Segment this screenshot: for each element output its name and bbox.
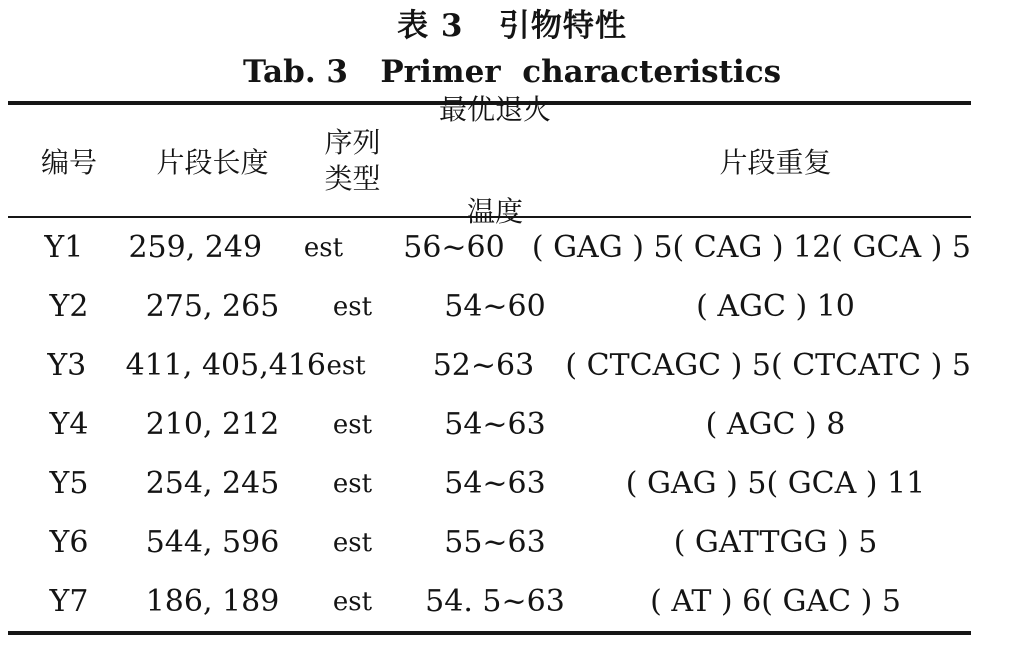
- table-row: [8, 336, 971, 395]
- cell-repeat: ( AT ) 6( GAC ) 5: [650, 584, 901, 619]
- header-length: 片段长度: [156, 145, 269, 179]
- cell-temp: 52~63: [432, 348, 535, 383]
- cell-id: Y1: [44, 230, 84, 265]
- header-id: 编号: [40, 145, 97, 179]
- cell-temp: 54~63: [444, 407, 546, 442]
- cell-repeat: ( GATTGG ) 5: [673, 525, 878, 560]
- header-seq-type-line2: 类型: [324, 161, 381, 195]
- header-temp-line2: 温度: [466, 194, 523, 228]
- cell-repeat: ( GAG ) 5( CAG ) 12( GCA ) 5: [531, 230, 971, 265]
- cell-seq-type: est: [303, 232, 344, 263]
- cell-id: Y7: [49, 584, 89, 619]
- cell-temp: 56~60: [403, 230, 505, 265]
- cell-repeat: ( AGC ) 10: [696, 289, 855, 324]
- cell-repeat: ( GAG ) 5( GCA ) 11: [625, 466, 926, 501]
- cell-length: 254, 245: [145, 466, 280, 501]
- cell-seq-type: est: [326, 350, 366, 381]
- header-seq-type-line1: 序列: [324, 125, 381, 159]
- cell-temp: 54~60: [444, 289, 546, 324]
- cell-id: Y6: [49, 525, 89, 560]
- primer-characteristics-table: [8, 92, 971, 635]
- header-temp-line1: 最优退火: [438, 92, 551, 126]
- cell-temp: 54. 5~63: [425, 584, 565, 619]
- header-seq-type: [295, 125, 410, 197]
- table-row: [8, 572, 971, 631]
- table-title-zh: 表 3 引物特性: [397, 8, 627, 44]
- cell-id: Y3: [47, 348, 87, 383]
- cell-seq-type: est: [332, 409, 373, 440]
- cell-length: 210, 212: [145, 407, 280, 442]
- cell-seq-type: est: [332, 291, 373, 322]
- table-row: [8, 513, 971, 572]
- cell-length: 186, 189: [145, 584, 280, 619]
- table-title-en: Tab. 3 Primer characteristics: [242, 54, 782, 90]
- cell-seq-type: est: [332, 586, 373, 617]
- table-row: [8, 395, 971, 454]
- cell-id: Y2: [49, 289, 89, 324]
- cell-temp: 54~63: [444, 466, 546, 501]
- cell-length: 411, 405,416: [125, 348, 326, 383]
- table-header-row: [8, 92, 971, 228]
- cell-seq-type: est: [332, 527, 373, 558]
- cell-id: Y4: [49, 407, 89, 442]
- cell-repeat: ( CTCAGC ) 5( CTCATC ) 5: [565, 348, 971, 383]
- table-row: [8, 454, 971, 513]
- cell-length: 544, 596: [145, 525, 280, 560]
- cell-length: 275, 265: [145, 289, 280, 324]
- cell-seq-type: est: [332, 468, 373, 499]
- cell-repeat: ( AGC ) 8: [705, 407, 846, 442]
- cell-temp: 55~63: [444, 525, 546, 560]
- cell-length: 259, 249: [128, 230, 263, 265]
- header-repeat: 片段重复: [719, 145, 832, 179]
- cell-id: Y5: [49, 466, 89, 501]
